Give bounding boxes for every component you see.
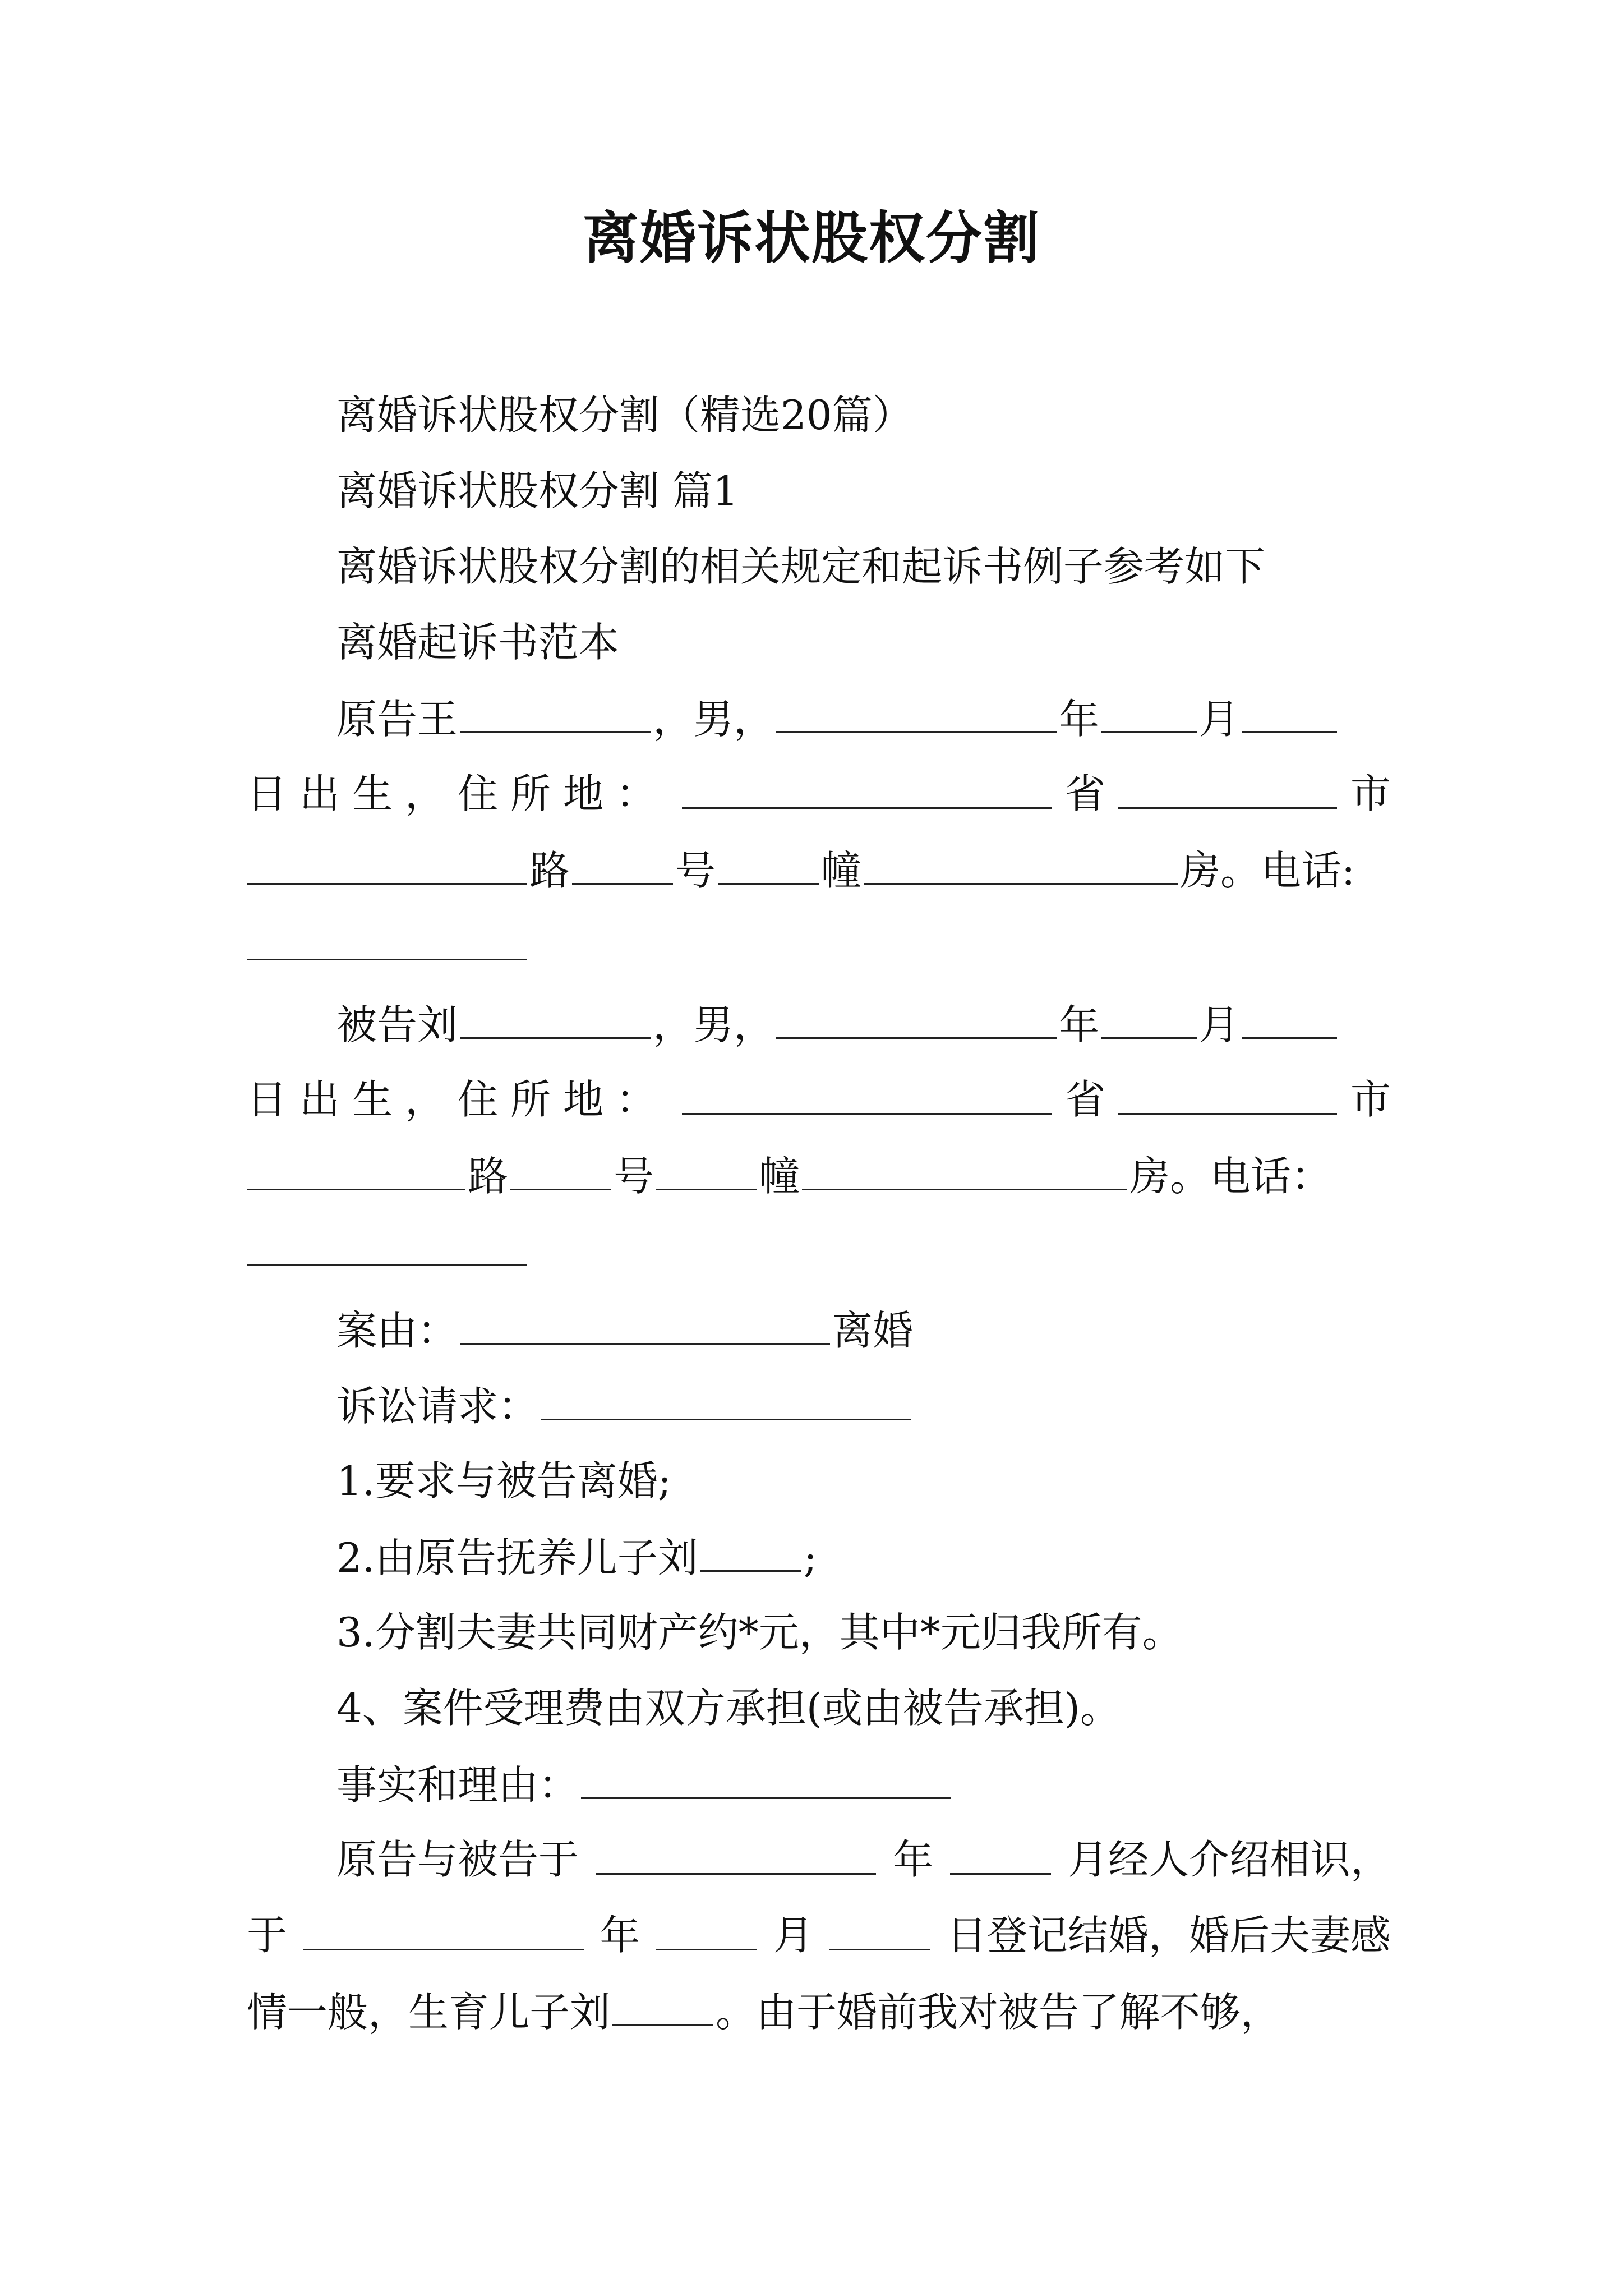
room-phone-text: 房。电话: (1180, 847, 1355, 894)
claim-4: 4、案件受理费由双方承担(或由被告承担)。 (336, 1685, 1121, 1732)
defendant-line-1 (336, 996, 1391, 1053)
number-blank (656, 1147, 757, 1190)
born-text: 日出生，住所地： (247, 1076, 669, 1123)
claims-label: 诉讼请求： (336, 1383, 539, 1430)
facts-text: 日登记结婚，婚后夫妻感 (946, 1912, 1391, 1959)
phone-blank (247, 1223, 527, 1266)
defendant-line-2 (247, 1071, 1391, 1128)
claims-blank (541, 1377, 911, 1420)
plaintiff-line-2 (247, 766, 1391, 822)
city-blank (247, 1147, 465, 1190)
claim-3: 3.分割夫妻共同财产约*元，其中*元归我所有。 (336, 1609, 1183, 1656)
plaintiff-label: 原告王 (336, 696, 458, 743)
facts-paragraph-line-3 (247, 1983, 1391, 2040)
address-blank (682, 1071, 1052, 1115)
cause-line (336, 1301, 1391, 1359)
defendant-line-4 (247, 1223, 1391, 1280)
facts-text: 月经人介绍相识， (1067, 1836, 1391, 1883)
year-text: 年 (600, 1912, 640, 1959)
month-blank (1101, 996, 1197, 1039)
facts-label: 事实和理由： (336, 1761, 579, 1809)
year-blank (596, 1832, 876, 1875)
facts-text: 情一般，生育儿子刘 (247, 1989, 611, 2036)
road-text: 路 (468, 1153, 509, 1200)
facts-text: 原告与被告于 (336, 1836, 579, 1883)
province-blank (1118, 766, 1337, 809)
name-blank (460, 690, 651, 733)
cause-label: 案由： (336, 1307, 458, 1354)
facts-paragraph-line-1 (336, 1832, 1391, 1888)
day-blank (1242, 690, 1337, 733)
facts-line (336, 1756, 1391, 1813)
claim-2-end: ; (803, 1534, 817, 1581)
cause-value: 离婚 (832, 1307, 914, 1354)
intro-paragraph: 离婚诉状股权分割的相关规定和起诉书例子参考如下 (336, 543, 1266, 590)
defendant-line-3 (247, 1147, 1391, 1204)
plaintiff-line-1 (336, 690, 1391, 747)
year-blank (776, 690, 1057, 733)
number-text: 号 (614, 1153, 654, 1200)
facts-paragraph-line-2 (247, 1907, 1391, 1963)
road-blank (572, 841, 673, 885)
road-blank (510, 1147, 611, 1190)
plaintiff-line-3 (247, 841, 1391, 899)
sex-text: ，男， (653, 696, 774, 743)
building-blank (802, 1147, 1127, 1190)
phone-blank (247, 917, 527, 960)
month-blank (656, 1907, 757, 1950)
year-text: 年 (892, 1836, 933, 1883)
sample-heading: 离婚起诉书范本 (336, 619, 620, 666)
year-text: 年 (1059, 696, 1100, 743)
claim-1: 1.要求与被告离婚; (336, 1457, 671, 1504)
number-blank (718, 841, 819, 885)
address-blank (682, 766, 1052, 809)
day-blank (1242, 996, 1337, 1039)
month-text: 月 (773, 1912, 814, 1959)
year-blank (303, 1907, 584, 1950)
facts-text: 。由于婚前我对被告了解不够， (716, 1989, 1281, 2036)
name-blank (460, 996, 651, 1039)
month-text: 月 (1199, 1001, 1240, 1048)
defendant-label: 被告刘 (336, 1001, 458, 1048)
road-text: 路 (529, 847, 570, 894)
son-name-blank (612, 1983, 713, 2026)
city-text: 市 (1350, 1076, 1391, 1123)
cause-blank (460, 1301, 830, 1345)
month-blank (950, 1832, 1051, 1875)
sex-text: ，男， (653, 1001, 774, 1048)
born-text: 日出生，住所地： (247, 770, 669, 817)
city-text: 市 (1350, 770, 1391, 817)
claim-2 (336, 1529, 1391, 1586)
province-text: 省 (1064, 1076, 1105, 1123)
subtitle: 离婚诉状股权分割（精选20篇） (336, 392, 913, 439)
claims-line (336, 1377, 1391, 1434)
province-text: 省 (1064, 770, 1105, 817)
year-text: 年 (1059, 1001, 1100, 1048)
facts-text: 于 (247, 1912, 288, 1959)
month-text: 月 (1199, 696, 1240, 743)
document-title: 离婚诉状股权分割 (583, 205, 1040, 271)
province-blank (1118, 1071, 1337, 1115)
section-heading: 离婚诉状股权分割 篇1 (336, 467, 739, 514)
son-name-blank (700, 1529, 801, 1572)
building-blank (864, 841, 1178, 885)
month-blank (1101, 690, 1197, 733)
building-text: 幢 (821, 847, 862, 894)
plaintiff-line-4 (247, 917, 1391, 974)
facts-blank (581, 1756, 951, 1799)
number-text: 号 (675, 847, 716, 894)
building-text: 幢 (759, 1153, 800, 1200)
day-blank (829, 1907, 930, 1950)
year-blank (776, 996, 1057, 1039)
claim-2-text: 2.由原告抚养儿子刘 (336, 1534, 698, 1581)
city-blank (247, 841, 527, 885)
room-phone-text: 房。电话： (1129, 1153, 1332, 1200)
